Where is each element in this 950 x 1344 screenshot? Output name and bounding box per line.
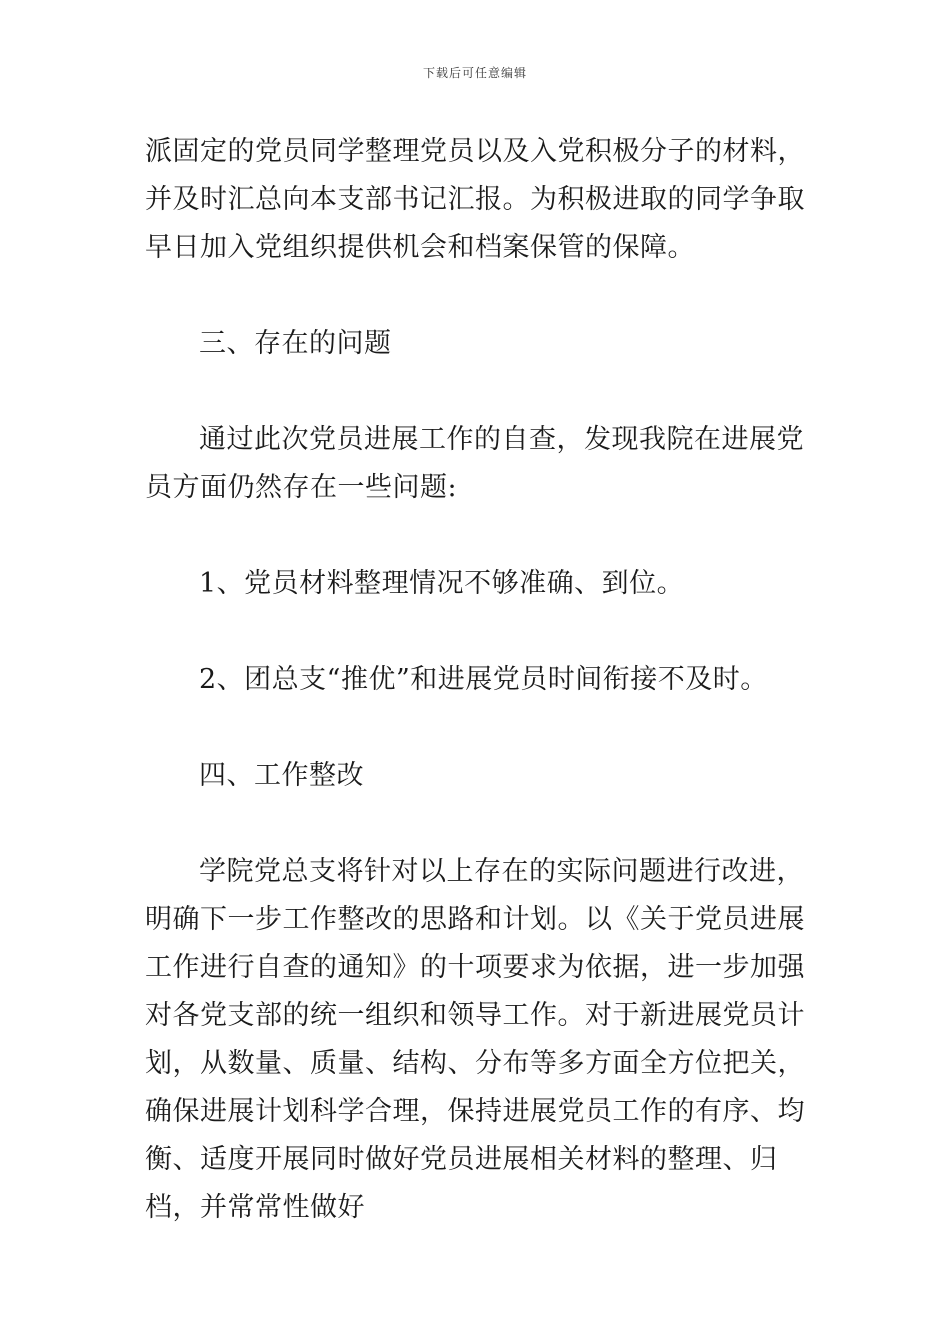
list-item-2: 2、团总支“推优”和进展党员时间衔接不及时。 xyxy=(199,664,768,695)
paragraph-problems-intro: 通过此次党员进展工作的自查，发现我院在进展党员方面仍然存在一些问题: xyxy=(145,424,804,503)
paragraph-rectification: 学院党总支将针对以上存在的实际问题进行改进，明确下一步工作整改的思路和计划。以《关于党员进展工作进行自查的通知》的十项要求为依据，进一步加强对各党支部的统一组织和领导工作。对于新进展党员计划，从数量、质量、结构、分布等多方面全方位把关，确保进展计划科学合理，保持进展党员工作的有序、均衡、适度开展同时做好党员进展相关材料的整理、归档，并常常性做好 xyxy=(145,856,805,1223)
paragraph-gap xyxy=(145,704,810,752)
paragraph-continuation: 派固定的党员同学整理党员以及入党积极分子的材料，并及时汇总向本支部书记汇报。为积极进取的同学争取早日加入党组织提供机会和档案保管的保障。 xyxy=(145,136,805,263)
list-item-1: 1、党员材料整理情况不够准确、到位。 xyxy=(199,568,685,599)
page-header: 下载后可任意编辑 xyxy=(422,66,527,80)
section-heading-problems: 三、存在的问题 xyxy=(199,328,392,359)
document-body xyxy=(145,128,810,1232)
paragraph-gap xyxy=(145,272,810,320)
paragraph-gap xyxy=(145,608,810,656)
paragraph-gap xyxy=(145,800,810,848)
paragraph-gap xyxy=(145,512,810,560)
paragraph-gap xyxy=(145,368,810,416)
section-heading-rectification: 四、工作整改 xyxy=(199,760,364,791)
